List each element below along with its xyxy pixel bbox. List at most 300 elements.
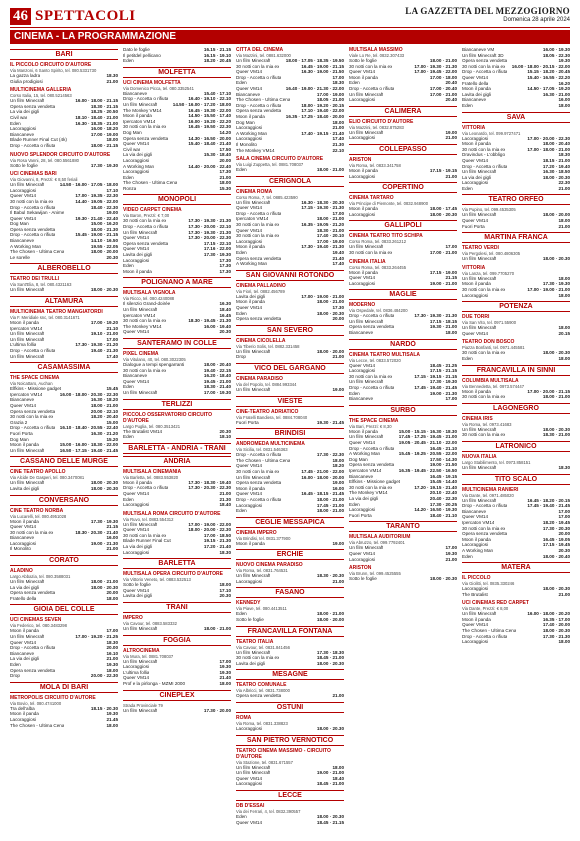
cinema-block: [10, 171, 118, 260]
film-title: Moon il panda: [10, 442, 39, 448]
showtimes: 16.00 · 19.20 · 22.20: [188, 118, 231, 124]
city-heading: ALTAMURA: [10, 296, 118, 307]
city-heading: BRINDISI: [236, 428, 344, 439]
film-title: Sotto le foglie: [349, 58, 377, 63]
showtimes: 19.30: [445, 550, 457, 556]
film-title: Ipercaton VM14: [349, 467, 382, 473]
showtime-row: [236, 354, 344, 360]
cinema-name: CINEMA TEATRO MULTISALA: [349, 351, 421, 358]
city-heading: GIOIA DEL COLLE: [10, 604, 118, 615]
showtimes: 16.45 · 19.05: [542, 536, 570, 542]
showtimes: 16.35 · 17.00: [542, 616, 570, 622]
film-title: Blade Runner Final Cut (4k): [10, 137, 67, 143]
showtimes: 18.30 · 20.30 · 21.40: [75, 529, 118, 535]
film-title: Il Monolito: [236, 141, 257, 147]
city-heading: ANDRIA: [123, 456, 231, 467]
showtimes: 16.00 · 18.00 · 20.15 · 22.00: [511, 63, 570, 69]
film-title: Elfkins - Missione gadget: [349, 479, 401, 485]
cinema-block: [349, 195, 457, 217]
showtimes: 17.30: [219, 169, 231, 175]
film-title: Drop - Accetta o rifiuta: [10, 204, 56, 210]
film-title: Queer VM14: [123, 490, 150, 496]
cinema-name: MULTISALA OPERA CIRCUITO D'AUTORE: [123, 571, 223, 578]
cinema-block: [10, 87, 118, 148]
film-title: Un film Minecraft: [349, 129, 384, 135]
showtime-row: [123, 58, 231, 64]
showtime-row: [236, 148, 344, 154]
film-title: Moon il panda: [462, 281, 491, 287]
city-heading: NARDÒ: [349, 339, 457, 350]
film-title: Drop - Accetta o rifiuta: [462, 69, 508, 75]
showtimes: 19.00 · 21.30: [429, 390, 457, 396]
city-heading: TRANI: [123, 602, 231, 613]
showtimes: 19.05 · 20.45 · 21.10 · 22.00: [398, 440, 457, 445]
cinema-address: Via Lecce, tel. 0833.572020: [349, 357, 401, 363]
cinema-name: CITTÀ DEL CINEMA: [236, 47, 284, 53]
cinema-address: Largo Puglia, tel. 080.3513421: [123, 423, 181, 429]
film-title: Lacoraggiosi: [236, 125, 263, 131]
showtimes: 16.20: [558, 80, 570, 86]
showtimes: 17.30 · 20.30: [542, 525, 570, 531]
showtimes: 16.30 · 21.20: [90, 430, 118, 436]
film-title: Moon il panda: [10, 628, 39, 634]
film-title: Moon il panda: [123, 113, 152, 119]
showtimes: 19.40 · 22.15: [203, 367, 231, 373]
cinema-address: Via Roma, tel. 0831.764531: [236, 568, 288, 574]
cinema-block: [236, 530, 344, 547]
showtimes: 19.30: [219, 664, 231, 670]
cinema-address: Via Abruzzo, tel. 099.7792401: [349, 540, 405, 546]
city-heading: MARTINA FRANCA: [462, 232, 570, 243]
showtimes: 17.40: [106, 353, 118, 359]
cinema-address: Via Ruvo, tel. 0883.554312: [123, 516, 174, 522]
film-title: Lacoraggiosi: [236, 578, 263, 584]
film-title: Lacoraggiosi: [462, 542, 489, 548]
showtimes: 19.15 · 21.30: [203, 538, 231, 544]
film-title: Drop - Accetta o rifiuta: [123, 485, 169, 491]
cinema-block: [123, 571, 231, 599]
film-title: 30 notti con la mia ex: [123, 218, 167, 224]
film-title: The Chosen - Ultima Cena: [462, 628, 517, 634]
showtimes: 15.40 · 18.40 · 21.40: [188, 141, 231, 147]
showtimes: 17.20 · 21.40: [203, 544, 231, 550]
showtimes: 19.00: [106, 210, 118, 216]
showtime-row: [462, 554, 570, 560]
showtimes: 17.00: [445, 545, 457, 551]
showtimes: 18.00 · 20.00: [316, 617, 344, 623]
showtimes: 18.00: [106, 667, 118, 673]
showtimes: 17.20 · 19.15 · 21.40: [414, 484, 457, 490]
showtime-row: [10, 596, 118, 602]
showtimes: 18.00: [445, 330, 457, 336]
film-title: Biancaneve: [10, 131, 35, 137]
film-title: Lacoraggiosi: [462, 586, 489, 592]
film-title: L'ultima follia: [123, 669, 150, 675]
cinema-address: Largo Abbazia, tel. 080.3588031: [10, 574, 71, 580]
cinema-name: ARISTON: [349, 565, 372, 572]
film-title: Queer VM14: [462, 514, 489, 520]
film-title: Un film Minecraft: [10, 336, 45, 342]
cinema-address: Via Bennedetta, tel. 0973.574447: [462, 383, 525, 389]
showtimes: 17.00 · 19.30 · 21.30: [414, 63, 457, 69]
showtime-row: [10, 723, 118, 729]
listing-column: [462, 47, 570, 840]
showtimes: 20.40 · 22.30: [429, 495, 457, 501]
showtime-row: [462, 394, 570, 400]
film-title: Eden: [236, 167, 247, 173]
film-title: 30 notti con la mia ex: [349, 63, 393, 69]
film-title: Drop: [236, 354, 246, 360]
film-title: Un film Minecraft: [462, 325, 497, 331]
showtimes: 16.45: [219, 312, 231, 318]
showtimes: 18.00: [558, 218, 570, 224]
cinema-block: [236, 562, 344, 584]
film-title: Un film Minecraft: [123, 707, 158, 713]
showtimes: 17.00 · 21.00: [429, 91, 457, 97]
showtimes: 16.00 · 18.00 · 20.30 · 22.30: [59, 391, 118, 397]
cinema-address: Via Luigi Zuppetta, tel. 0881.708037: [236, 162, 304, 168]
film-title: Un film Minecraft: [123, 307, 158, 312]
showtimes: 18.00: [558, 275, 570, 281]
cinema-block: [349, 259, 457, 287]
film-title: The Chosen - Ultima Cena: [123, 180, 178, 186]
cinema-name: CINE TEATRO NORBA: [10, 507, 64, 514]
film-title: A Working Man: [236, 130, 268, 136]
showtimes: 18.30 · 21.15: [90, 103, 118, 109]
cinema-block: [236, 803, 344, 825]
showtimes: 17.00 · 19.00: [316, 91, 344, 97]
showtimes: 17.30 · 19.30 · 21.30: [188, 229, 231, 235]
showtimes: 17.00: [219, 658, 231, 664]
cinema-name: CINE TEATRO APOLLO: [10, 469, 66, 476]
film-title: Drop - Accetta o rifiuta: [123, 224, 169, 230]
city-heading: LATRONICO: [462, 441, 570, 452]
city-heading: LAGONEGRO: [462, 403, 570, 414]
film-title: Giulia prodigiosi: [10, 78, 43, 84]
film-title: Queer VM14: [123, 246, 150, 252]
showtime-row: [236, 693, 344, 699]
film-title: La via dei gigli: [123, 152, 153, 158]
showtime-row: [236, 387, 344, 393]
film-title: Lacoraggiosi: [10, 716, 37, 722]
showtimes: 19.10 · 21.00: [90, 331, 118, 337]
showtimes: 18.00: [219, 180, 231, 186]
showtimes: 14.40 · 20.00 · 22.40: [188, 163, 231, 169]
showtimes: 17.30: [332, 305, 344, 310]
showtimes: 17.30 · 20.00 · 22.10: [188, 224, 231, 230]
cinema-address: Via Stazione, tel. 0831.671557: [236, 759, 293, 765]
cinema-name: CINEMA IRIS: [462, 415, 493, 422]
showtimes: 18.00: [558, 639, 570, 645]
showtime-row: [462, 639, 570, 645]
cinema-name: CINEMA PALLADINO: [236, 282, 286, 289]
film-title: Un film Minecraft: [10, 634, 45, 640]
showtimes: 18.20: [332, 463, 344, 469]
film-title: La gazza ladra: [10, 73, 41, 78]
cinema-name: ALADINO: [10, 568, 33, 575]
cinema-name: CINE-TEATRO ADRIATICO: [236, 408, 299, 415]
showtimes: 16.00: [558, 97, 570, 103]
cinema-name: TEATRO CINEMA MASSIMO - CIRCUITO D'AUTORE: [236, 747, 331, 760]
film-title: 30 notti con la mia ex: [123, 124, 167, 130]
showtimes: 16.15 · 21.15: [203, 47, 231, 52]
cinema-address: Via Roma, tel. 0973.41683: [462, 421, 512, 427]
showtime-row: [236, 261, 344, 267]
film-title: Opera senza vendetta: [462, 58, 508, 64]
film-title: Un film Minecraft: [462, 497, 497, 503]
film-title: Grazia 2: [10, 419, 28, 425]
film-title: Un film Minecraft: [349, 379, 384, 385]
showtimes: 17.20 · 19.40: [542, 163, 570, 169]
showtimes: 14.30 · 16.50 · 20.00: [188, 135, 231, 141]
showtimes: 16.45 · 19.15: [429, 473, 457, 479]
showtimes: 17.45 · 21.00 · 22.00: [301, 468, 344, 474]
film-title: Drop - Accetta o rifiuta: [236, 74, 282, 80]
film-title: Dialogue a tempi spengarranti: [123, 361, 185, 367]
cinema-name: MULTICINEMA TEATRO MANGIATORDI: [10, 309, 103, 316]
city-heading: MOLA DI BARI: [10, 682, 118, 693]
film-title: Lacoraggiosi: [349, 173, 376, 179]
city-heading: MESAGNE: [236, 669, 344, 680]
film-title: 30 notti con la mia ex: [349, 484, 393, 490]
cinema-block: [236, 338, 344, 360]
film-title: Drop - Accetta o rifiuta: [10, 348, 56, 353]
showtime-row: [236, 167, 344, 173]
film-title: Moon il panda: [123, 479, 152, 485]
showtimes: 19.40: [332, 250, 344, 256]
cinema-block: [10, 152, 118, 169]
showtime-row: [236, 726, 344, 732]
film-title: Il Babul Sekawijan - Anime: [10, 210, 65, 216]
showtimes: 16.45 · 19.00 · 21.15: [301, 63, 344, 69]
cinema-address: Via Principe di Piemonte, tel. 0832.948900: [349, 201, 429, 207]
showtimes: 17.50: [219, 146, 231, 152]
film-title: Un film Minecraft: [236, 474, 271, 480]
showtimes: 17.15 · 19.15: [429, 167, 457, 173]
film-title: Fuori Porta: [349, 512, 372, 518]
showtimes: 17.30 · 19.30 · 21.30: [414, 313, 457, 319]
film-title: Eden: [123, 384, 134, 390]
showtimes: 17.00: [106, 336, 118, 342]
city-heading: MONOPOLI: [123, 194, 231, 205]
city-heading: BARI: [10, 49, 118, 60]
cinema-block: [10, 309, 118, 359]
film-title: Il petitdel pellicano: [123, 52, 161, 58]
film-title: Dog Man: [349, 456, 368, 462]
city-heading: ALBEROBELLO: [10, 263, 118, 274]
showtimes: 19.55 · 22.05: [90, 243, 118, 249]
film-title: Ipercaton VM14: [462, 519, 495, 525]
film-title: Drop: [10, 673, 20, 679]
showtimes: 18.00: [106, 137, 118, 143]
cinema-address: Via Rosa Vanni, 28, tel. 080.5561880: [10, 157, 79, 163]
showtimes: 17.30 · 19.30: [429, 379, 457, 385]
film-title: Elfkins - Missione gadget: [10, 386, 62, 392]
showtimes: 15.30 · 18.40: [203, 152, 231, 158]
showtimes: 21.00: [558, 591, 570, 597]
showtimes: 17.30 · 22.30: [316, 452, 344, 458]
cinema-block: [462, 416, 570, 438]
film-title: Lacoraggiosi: [236, 238, 263, 244]
film-title: Lacoraggiosi: [349, 280, 376, 286]
showtimes: 15.00: [106, 419, 118, 425]
showtimes: 21.00: [332, 693, 344, 699]
showtimes: 21.00: [219, 174, 231, 180]
showtimes: 16.00 · 18.20: [90, 126, 118, 132]
cinema-block: [236, 47, 344, 153]
showtimes: 18.00: [332, 457, 344, 463]
film-title: Drop - Accetta o rifiuta: [462, 633, 508, 639]
film-title: Dog Man: [10, 221, 29, 227]
showtimes: 17.45 · 21.00: [316, 502, 344, 508]
film-title: Un film Minecraft: [236, 573, 271, 579]
showtimes: 17.00 · 20.40: [429, 85, 457, 91]
film-title: La via dei gigli: [349, 495, 379, 501]
film-title: Lacoraggiosi: [236, 502, 263, 508]
showtime-row: [349, 557, 457, 563]
showtimes: 14.20: [219, 129, 231, 135]
film-title: Un film Minecraft: [349, 318, 384, 324]
cinema-address: Via Fratelli Bandiera, tel. 0884.708040: [236, 414, 308, 420]
film-title: Queer VM14: [462, 218, 489, 224]
cinema-address: Via Sant'Elia, 8, tel. 080.4321163: [10, 282, 72, 288]
film-title: Queer VM14: [349, 550, 376, 556]
showtimes: 17.10: [106, 187, 118, 193]
film-title: Drop - Accetta o rifiuta: [236, 210, 282, 216]
cinema-name: DB D'ESSAI: [236, 803, 265, 809]
cinema-address: Corso Roma, tel. 0833.264455: [349, 264, 407, 270]
showtimes: 18.30: [558, 464, 570, 470]
showtime-row: [10, 255, 118, 261]
showtimes: 16.10: [106, 650, 118, 656]
film-title: Un film Minecraft: [236, 770, 271, 776]
cinema-name: COLUMBIA MULTISALA: [462, 377, 519, 384]
cinema-address: Via Bovio, tel. 080.4741000: [10, 700, 62, 706]
cinema-name: NUOVO SPLENDOR CIRCUITO D'AUTORE: [10, 151, 111, 158]
showtimes: 17.45 · 19.40 · 21.45: [527, 503, 570, 509]
film-title: La via dei gigli: [10, 109, 40, 115]
film-title: Moon il panda: [462, 388, 491, 394]
film-title: The Brutalist VM14: [123, 428, 163, 434]
cinema-address: Via Mura, tel. 0881.708037: [123, 653, 174, 659]
cinema-block: [10, 617, 118, 678]
showtimes: 17.40: [332, 261, 344, 267]
cinema-address: Via Ospedale, tel. 0836.484200: [349, 308, 408, 314]
showtimes: 18.00 · 20.30: [90, 287, 118, 293]
showtimes: 16.00 · 19.40: [203, 323, 231, 329]
cinema-name: IL PICCOLO: [462, 575, 491, 582]
showtime-row: [10, 546, 118, 552]
film-title: Eden: [349, 390, 360, 396]
film-title: Drop - Accetta o rifiuta: [349, 385, 395, 391]
cinema-block: [123, 648, 231, 687]
film-title: Ipercaton VM14: [123, 312, 156, 318]
cinema-block: [123, 615, 231, 632]
showtimes: 19.30 · 21.40 · 22.40: [75, 215, 118, 221]
film-title: Ipercaton VM14: [10, 391, 43, 397]
showtime-row: [349, 174, 457, 180]
film-title: Opera senza vendetta: [123, 240, 169, 246]
film-title: Sotto le foglie: [236, 617, 264, 623]
showtimes: 18.00: [558, 102, 570, 108]
film-title: Sotto le foglie: [349, 576, 377, 582]
film-title: Un film Minecraft: [123, 229, 158, 235]
cinema-block: [236, 409, 344, 426]
showtimes: 20.00: [106, 590, 118, 596]
city-heading: OSTUNI: [236, 702, 344, 713]
film-title: Lacoraggiosi: [462, 180, 489, 186]
showtimes: 16.30 · 18.30 · 20.30: [301, 199, 344, 205]
cinema-block: [123, 511, 231, 556]
film-title: Biancaneve: [123, 90, 148, 96]
showtimes: 17.30 · 19.30: [542, 281, 570, 287]
film-title: Queer VM14: [236, 85, 263, 91]
showtimes: 16.35 · 19.05 · 21.20: [301, 222, 344, 228]
film-title: Queer VM14: [236, 305, 263, 310]
showtimes: 18.00 · 21.00: [90, 402, 118, 408]
film-title: Queer VM14: [462, 157, 489, 163]
listings-columns: [10, 47, 570, 840]
film-title: Lavita dei gigli: [123, 593, 153, 599]
film-title: Un film Minecraft: [462, 426, 497, 432]
showtimes: 16.45 · 19.50 · 22.30: [188, 124, 231, 130]
cinema-address: Corso Italia, 15, tel. 080.5214563: [10, 93, 72, 99]
showtimes: 18.00 · 20.30: [542, 174, 570, 180]
showtime-row: [236, 420, 344, 426]
film-title: 30 notti con la mia ex: [123, 318, 167, 324]
cinema-address: Via Cavour, tel. 0883.583332: [123, 621, 177, 627]
showtimes: 17.00 · 20.00 · 21.15: [527, 388, 570, 394]
film-title: Lacoraggiosi: [349, 368, 376, 374]
film-title: Ipercaton VM14: [123, 118, 156, 124]
showtimes: 18.15 · 20.30: [90, 705, 118, 711]
cinema-address: Via Albricci, tel. 0831.738000: [236, 688, 290, 694]
cinema-address: Via del Popolo, tel. 0884.993344: [236, 381, 297, 387]
cinema-address: Via Barletta, tel. 0883.553820: [123, 474, 179, 480]
showtimes: 21.15: [106, 524, 118, 530]
showtimes: 19.00 · 21.50: [429, 462, 457, 468]
showtimes: 18.00: [558, 356, 570, 361]
film-title: 30 notti con la mia ex: [10, 529, 54, 535]
film-title: The Monkey VM14: [123, 107, 162, 113]
showtimes: 20.00: [558, 531, 570, 537]
city-heading: CEGLIE MESSAPICA: [236, 517, 344, 528]
film-title: Lacoraggiosi: [123, 502, 150, 508]
showtimes: 17.30 · 19.30 · 21.20: [75, 342, 118, 348]
showtime-row: [123, 681, 231, 687]
film-title: 30 notti con la mia ex: [236, 655, 280, 661]
film-title: 30 notti con la mia ex: [462, 394, 506, 400]
cinema-address: Via Giolitti, tel. 0835.330246: [462, 581, 515, 587]
cinema-block: [236, 639, 344, 667]
film-title: Un film Minecraft: [123, 521, 158, 527]
cinema-block: [236, 156, 344, 173]
showtimes: 17.15 · 19.45: [542, 542, 570, 548]
showtime-row: [349, 513, 457, 519]
showtimes: 22.10: [332, 147, 344, 153]
cinema-address: Via Mazzini, tel. 0881.632000: [236, 53, 291, 58]
showtimes: 20.00 · 22.10: [90, 408, 118, 414]
film-title: Queer VM14: [349, 440, 376, 445]
cinema-name: ANDROMEDA MULTICINEMA: [236, 441, 305, 448]
cinema-address: Via Sicilia, tel. 0831.546363: [236, 447, 288, 453]
cinema-name: ROMA: [236, 715, 252, 722]
showtimes: 20.30: [219, 593, 231, 599]
film-title: Biancaneve: [10, 397, 35, 403]
city-heading: CINEPLEX: [123, 690, 231, 701]
showtimes: 18.00: [332, 764, 344, 770]
cinema-name: TEATRO DEI TRULLI: [10, 276, 60, 283]
